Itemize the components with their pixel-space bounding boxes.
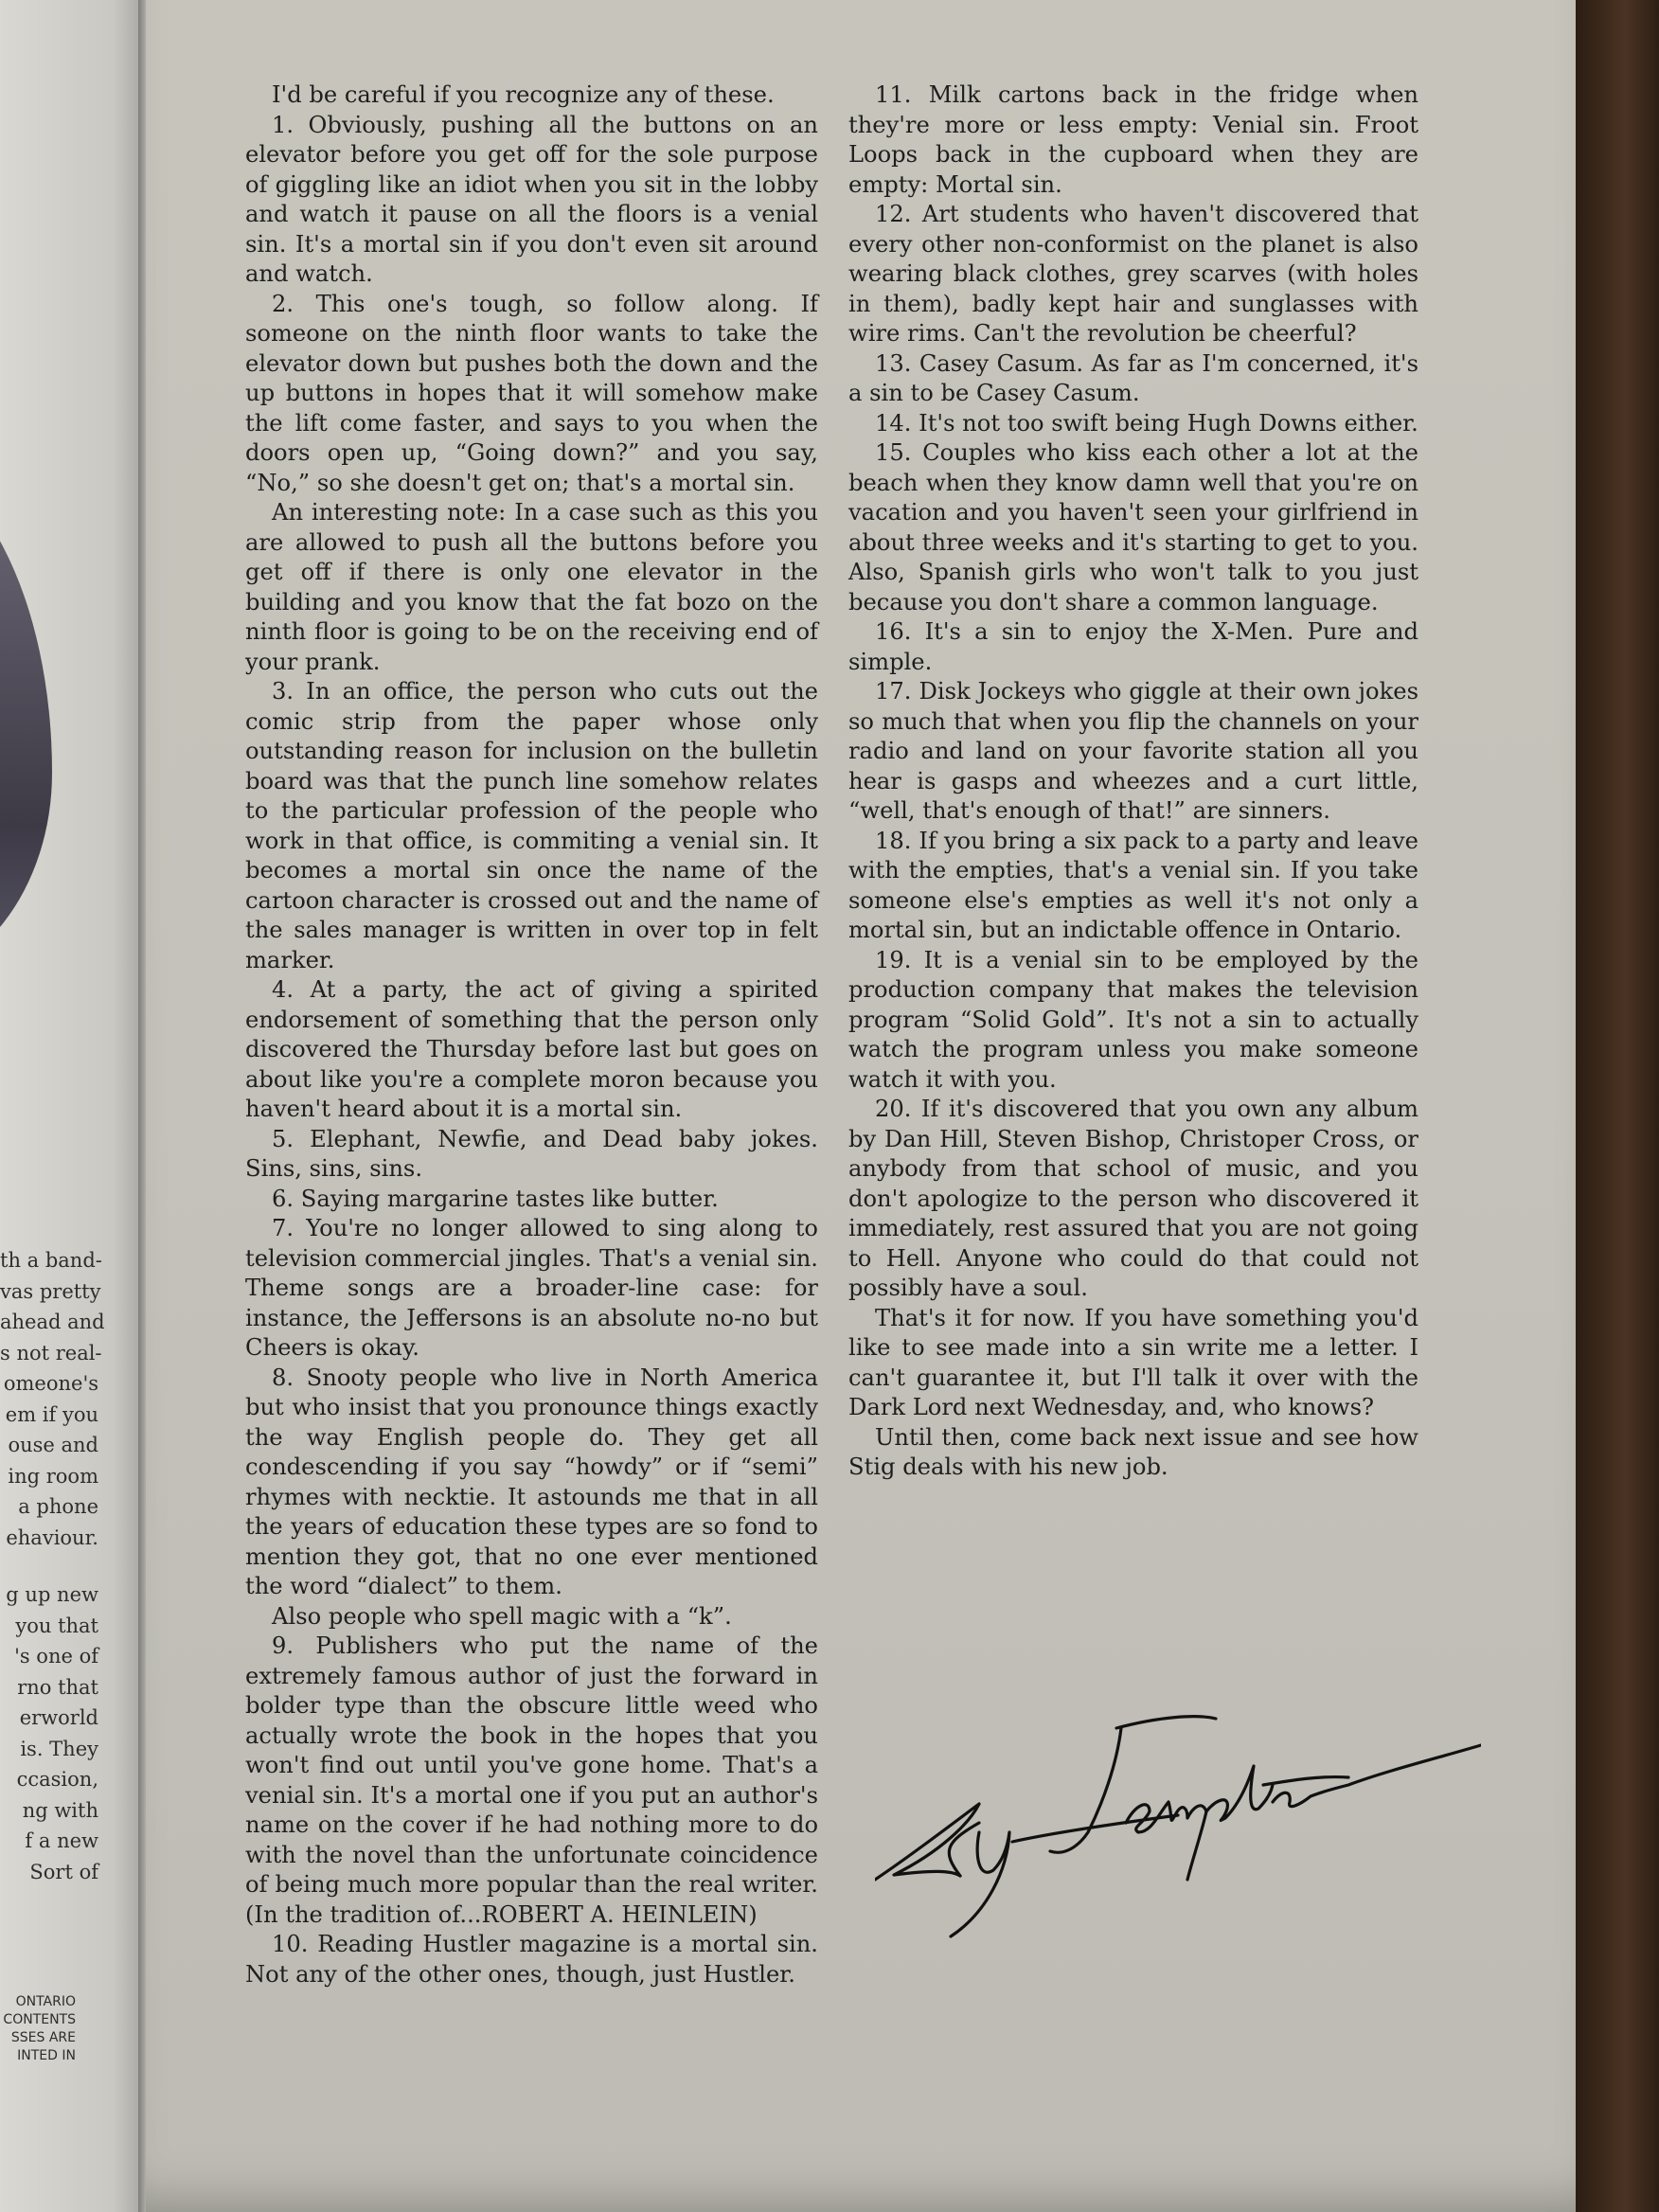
article-paragraph: That's it for now. If you have something you'd like to see made into a sin write me a letter. I can't guarantee it, but I'll talk it over with the Dark Lord next Wednesday, and, who knows?	[848, 1304, 1418, 1420]
article-paragraph: 17. Disk Jockeys who giggle at their own jokes so much that when you flip the channels on your radio and land on your favorite station all you hear is gasps and wheezes and a curt little, “well, that's enough of that!” are sinners.	[848, 678, 1418, 824]
article-paragraph: 7. You're no longer allowed to sing along to television commercial jingles. That's a venial sin. Theme songs are a broader-line case: for instance, the Jeffersons is an absolute no-no but Cheers is okay.	[245, 1215, 818, 1361]
article-paragraph: 18. If you bring a six pack to a party and leave with the empties, that's a venial sin. If you take someone else's empties as well it's not only a mortal sin, but an indictable offence in Ontario.	[848, 827, 1418, 943]
text-line: g up new	[6, 1583, 98, 1606]
article-column-left	[245, 80, 818, 1989]
text-line: 's one of	[14, 1645, 98, 1668]
text-line: s not real-	[0, 1341, 102, 1365]
article-paragraph: 20. If it's discovered that you own any album by Dan Hill, Steven Bishop, Christoper Cross, or anybody from that school of music, and you don't apologize to the person who discovered it immediately, rest assured that you are not going to Hell. Anyone who could do that could not possibly have a soul.	[848, 1096, 1418, 1301]
article-paragraph: 15. Couples who kiss each other a lot at the beach when they know damn well that you're on vacation and you haven't seen your girlfriend in about three weeks and it's starting to get to you. Also, Spanish girls who won't talk to you just because you don't share a common language.	[848, 439, 1418, 615]
text-line: rno that	[17, 1675, 98, 1699]
previous-page	[0, 0, 142, 2212]
article-paragraph: I'd be careful if you recognize any of these.	[272, 81, 775, 108]
article-paragraph: An interesting note: In a case such as this you are allowed to push all the buttons before you get off if there is only one elevator in the building and you know that the fat bozo on the ninth floor is going to be on the receiving end of your prank.	[245, 499, 818, 675]
magazine-page	[146, 0, 1576, 2212]
article-paragraph: 6. Saying margarine tastes like butter.	[272, 1185, 719, 1212]
text-line: omeone's	[3, 1372, 98, 1395]
article-paragraph: 19. It is a venial sin to be employed by the production company that makes the television program “Solid Gold”. It's not a sin to actually watch the program unless you make someone watch it with you.	[848, 946, 1418, 1093]
text-line: a phone	[18, 1495, 98, 1518]
text-line: you that	[15, 1614, 98, 1637]
article-paragraph: 11. Milk cartons back in the fridge when they're more or less empty: Venial sin. Froot Loops back in the cupboard when they are empty: Mortal sin.	[848, 81, 1418, 198]
text-line: INTED IN	[17, 2048, 76, 2063]
text-line: ahead and	[0, 1311, 105, 1333]
text-line: th a band-	[0, 1249, 102, 1272]
previous-page-text	[0, 1245, 105, 1914]
author-signature	[875, 1690, 1481, 1965]
article-paragraph: Also people who spell magic with a “k”.	[272, 1602, 732, 1630]
article-paragraph: 16. It's a sin to enjoy the X-Men. Pure and simple.	[848, 618, 1418, 675]
text-line: vas pretty	[0, 1279, 101, 1303]
illustration-fragment	[0, 455, 52, 985]
article-paragraph: 2. This one's tough, so follow along. If someone on the ninth floor wants to take the elevator down but pushes both the down and the up buttons in hopes that it will somehow make the lift come faster, and says to you when the doors open up, “Going down?” and you say, “No,” so she doesn't get on; that's a mortal sin.	[245, 290, 818, 496]
text-line: em if you	[5, 1402, 98, 1426]
article-paragraph: 10. Reading Hustler magazine is a mortal sin. Not any of the other ones, though, just Hustler.	[245, 1931, 818, 1988]
previous-page-fineprint	[0, 1993, 76, 2065]
text-line: erworld	[19, 1706, 98, 1729]
text-line: ng with	[22, 1798, 98, 1822]
text-line: ONTARIO	[15, 1994, 76, 2009]
article-paragraph: 12. Art students who haven't discovered that every other non-conformist on the planet is also wearing black clothes, grey scarves (with holes in them), badly kept hair and sunglasses with wire rims. Can't the revolution be cheerful?	[848, 201, 1418, 347]
article-paragraph: 5. Elephant, Newfie, and Dead baby jokes. Sins, sins, sins.	[245, 1125, 818, 1182]
text-line: Sort of	[29, 1860, 98, 1883]
article-paragraph: 9. Publishers who put the name of the extremely famous author of just the forward in bolder type than the obscure little weed who actually wrote the book in the hopes that you won't find out until you've gone home. That's a venial sin. It's a mortal one if you put an author's name on the cover if he had nothing more to do with the novel than the unfortunate coincidence of being much more popular than the real writer. (In the tradition of...ROBERT A. HEINLEIN)	[245, 1632, 818, 1928]
article-paragraph: 3. In an office, the person who cuts out the comic strip from the paper whose only outstanding reason for inclusion on the bulletin board was that the punch line somehow relates to the particular profession of the people who work in that office, is commiting a venial sin. It becomes a mortal sin once the name of the cartoon character is crossed out and the name of the sales manager is written in over top in felt marker.	[245, 678, 818, 973]
text-line: ing room	[8, 1464, 98, 1488]
text-line: ouse and	[8, 1434, 98, 1456]
text-line: CONTENTS	[3, 2012, 76, 2027]
text-line: ehaviour.	[6, 1525, 98, 1549]
text-line: is. They	[20, 1737, 98, 1760]
text-line: f a new	[25, 1829, 98, 1852]
desk-background	[1574, 0, 1659, 2212]
text-line: ccasion,	[16, 1768, 98, 1791]
article-paragraph: 1. Obviously, pushing all the buttons on an elevator before you get off for the sole purpose of giggling like an idiot when you sit in the lobby and watch it pause on all the floors is a venial sin. It's a mortal sin if you don't even sit around and watch.	[245, 111, 818, 287]
article-paragraph: 14. It's not too swift being Hugh Downs either.	[875, 409, 1418, 437]
text-line: SSES ARE	[10, 2030, 76, 2045]
article-column-right	[848, 80, 1418, 1483]
article-paragraph: Until then, come back next issue and see how Stig deals with his new job.	[848, 1423, 1418, 1480]
article-paragraph: 8. Snooty people who live in North America but who insist that you pronounce things exactly the way English people do. They get all condescending if you say “howdy” or if “semi” rhymes with necktie. It astounds me that in all the years of education these types are so fond to mention they got, that no one ever mentioned the word “dialect” to them.	[245, 1364, 818, 1599]
article-paragraph: 13. Casey Casum. As far as I'm concerned, it's a sin to be Casey Casum.	[848, 349, 1418, 406]
article-paragraph: 4. At a party, the act of giving a spirited endorsement of something that the person only discovered the Thursday before last but goes on about like you're a complete moron because you haven't heard about it is a mortal sin.	[245, 976, 818, 1122]
